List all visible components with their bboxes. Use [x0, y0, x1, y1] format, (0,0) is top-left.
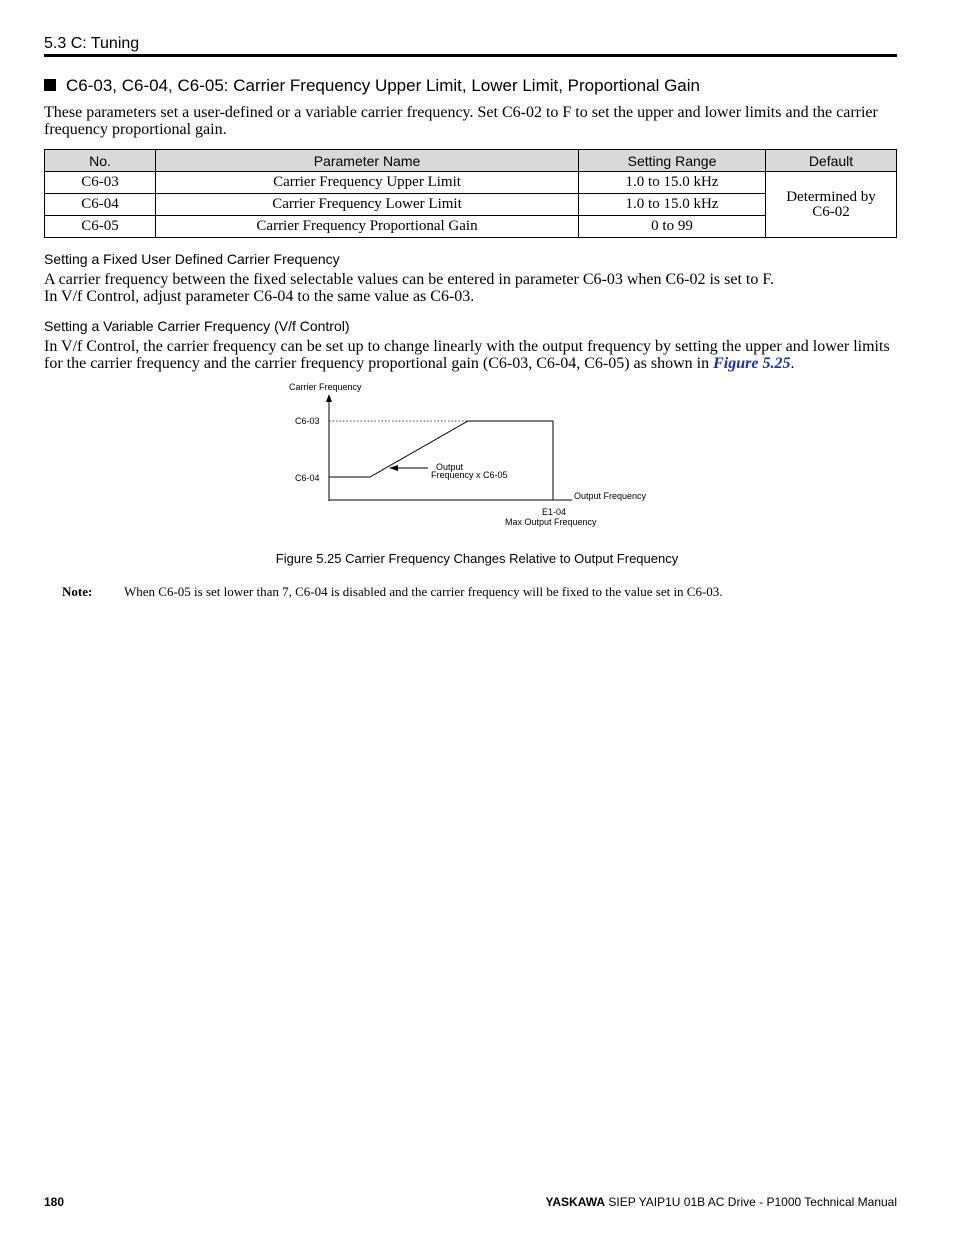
footer-manual-title [545, 1195, 897, 1209]
cell-range: 0 to 99 [579, 216, 766, 238]
note [62, 584, 723, 600]
section-rule [44, 54, 897, 57]
cell-no: C6-05 [45, 216, 156, 238]
annotation-line-2: Frequency x C6-05 [431, 470, 508, 480]
cell-name: Carrier Frequency Proportional Gain [156, 216, 579, 238]
footer-brand: YASKAWA [545, 1195, 606, 1209]
carrier-frequency-diagram [280, 378, 670, 533]
fixed-frequency-subheading: Setting a Fixed User Defined Carrier Frequency [44, 251, 340, 267]
fixed-line-1: A carrier frequency between the fixed selectable values can be entered in parameter C6-03 when C6-02 is set to F. [44, 271, 774, 288]
cell-default [766, 172, 897, 238]
variable-end: . [790, 355, 795, 372]
square-bullet-icon [44, 79, 56, 91]
parameter-table [44, 149, 897, 238]
header-parameter-name: Parameter Name [156, 150, 579, 172]
cell-name: Carrier Frequency Lower Limit [156, 194, 579, 216]
header-default: Default [766, 150, 897, 172]
cell-no: C6-03 [45, 172, 156, 194]
y-axis-label: Carrier Frequency [289, 382, 362, 392]
intro-paragraph: These parameters set a user-defined or a variable carrier frequency. Set C6-02 to F to set the upper and lower limits and the carrier frequency proportional gain. [44, 104, 878, 138]
cell-name: Carrier Frequency Upper Limit [156, 172, 579, 194]
parameter-heading [44, 76, 700, 96]
lower-limit-label: C6-04 [295, 473, 320, 483]
variable-frequency-subheading: Setting a Variable Carrier Frequency (V/f Control) [44, 318, 350, 334]
note-label: Note: [62, 584, 93, 599]
cell-range: 1.0 to 15.0 kHz [579, 194, 766, 216]
header-setting-range: Setting Range [579, 150, 766, 172]
figure-caption: Figure 5.25 Carrier Frequency Changes Relative to Output Frequency [275, 551, 679, 566]
cell-range: 1.0 to 15.0 kHz [579, 172, 766, 194]
figure-link[interactable]: Figure 5.25 [713, 355, 791, 372]
annotation-line-1: Output [436, 462, 464, 472]
footer-manual: SIEP YAIP1U 01B AC Drive - P1000 Technical Manual [605, 1195, 897, 1209]
section-header: 5.3 C: Tuning [44, 35, 140, 52]
x-tick-label-1: E1-04 [542, 507, 567, 517]
fixed-frequency-paragraph [44, 271, 904, 305]
default-line-2: C6-02 [812, 203, 850, 220]
x-axis-label: Output Frequency [574, 491, 647, 501]
header-no: No. [45, 150, 156, 172]
variable-frequency-paragraph [44, 338, 904, 372]
page-number: 180 [44, 1195, 65, 1209]
y-axis-arrow-icon [326, 394, 332, 402]
cell-no: C6-04 [45, 194, 156, 216]
default-line-1: Determined by [786, 188, 876, 205]
upper-limit-label: C6-03 [295, 416, 320, 426]
variable-text: In V/f Control, the carrier frequency can be set up to change linearly with the output frequency by setting the upper and lower limits for the carrier frequency and the carrier frequency proportional gain (C6-03, C6-04, C6-05) as shown in [44, 338, 890, 372]
note-text: When C6-05 is set lower than 7, C6-04 is disabled and the carrier frequency will be fixed to the value set in C6-03. [124, 584, 723, 599]
heading-text: C6-03, C6-04, C6-05: Carrier Frequency Upper Limit, Lower Limit, Proportional Gain [66, 76, 700, 95]
fixed-line-2: In V/f Control, adjust parameter C6-04 to the same value as C6-03. [44, 288, 475, 305]
table-row [45, 172, 897, 194]
table-header-row [45, 150, 897, 172]
x-tick-label-2: Max Output Frequency [505, 517, 597, 527]
